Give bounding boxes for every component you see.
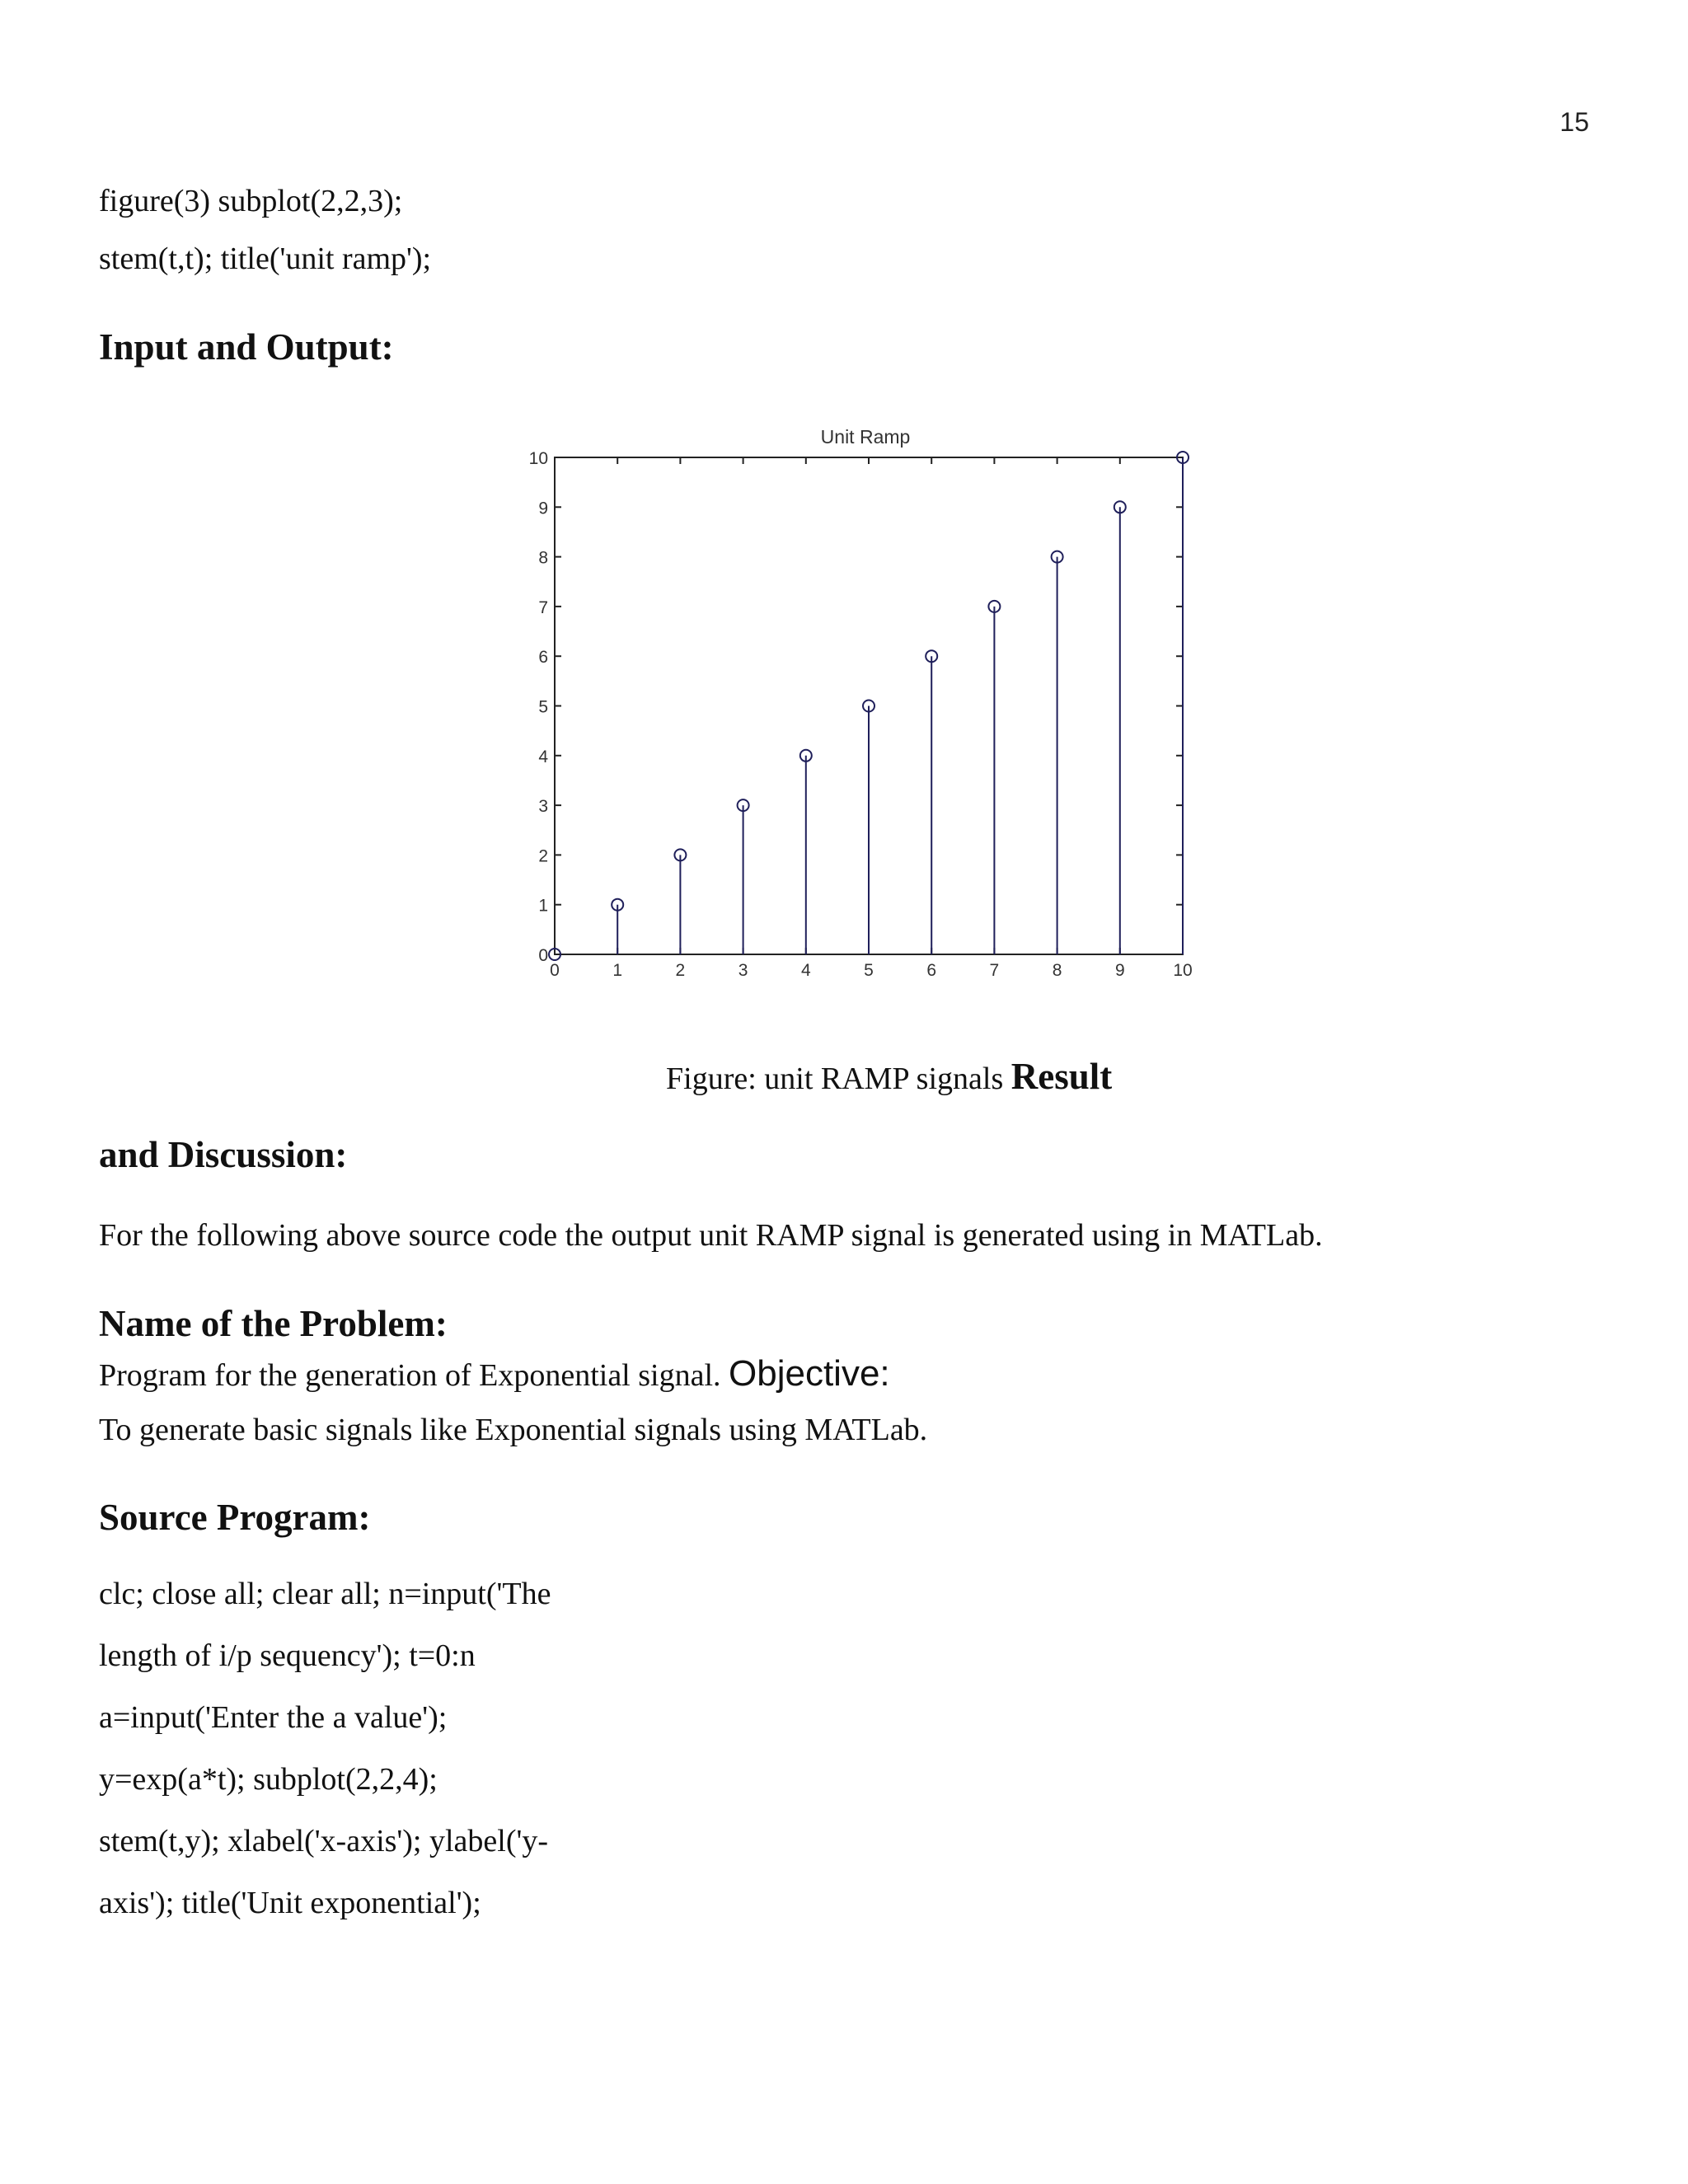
chart-title: Unit Ramp [820, 426, 911, 448]
x-tick-label: 9 [1114, 961, 1125, 980]
x-tick-label: 5 [864, 961, 874, 980]
figure-caption [666, 1055, 1112, 1098]
x-tick-label: 8 [1052, 961, 1062, 980]
page-number: 15 [1559, 107, 1589, 137]
code-line-2: stem(t,t); title('unit ramp'); [99, 241, 432, 276]
y-tick-label: 1 [538, 896, 548, 916]
y-tick-label: 4 [538, 747, 548, 766]
code-line-1: figure(3) subplot(2,2,3); [99, 184, 403, 218]
heading-discussion: and Discussion: [99, 1134, 348, 1175]
x-tick-label: 4 [800, 961, 811, 980]
objective-label: Objective: [729, 1353, 890, 1394]
problem-text: Program for the generation of Exponential signal. [99, 1358, 729, 1393]
heading-source: Source Program: [99, 1497, 371, 1538]
y-tick-label: 6 [538, 648, 548, 668]
x-tick-label: 1 [612, 961, 623, 980]
y-tick-label: 10 [528, 449, 548, 468]
discussion-text: For the following above source code the output unit RAMP signal is generated using in MATLab. [99, 1218, 1323, 1253]
x-tick-label: 10 [1173, 961, 1193, 980]
y-tick-label: 9 [538, 499, 548, 518]
source-code-line: length of i/p sequency'); t=0:n [99, 1638, 476, 1673]
problem-line [99, 1353, 890, 1394]
heading-problem: Name of the Problem: [99, 1303, 448, 1344]
source-code-line: y=exp(a*t); subplot(2,2,4); [99, 1762, 438, 1797]
source-code-line: clc; close all; clear all; n=input('The [99, 1577, 551, 1611]
x-tick-label: 7 [989, 961, 1000, 980]
x-tick-label: 2 [675, 961, 686, 980]
y-tick-label: 5 [538, 697, 548, 717]
y-tick-label: 3 [538, 797, 548, 817]
y-tick-label: 7 [538, 598, 548, 617]
x-tick-label: 3 [738, 961, 748, 980]
y-tick-label: 2 [538, 846, 548, 866]
y-tick-label: 0 [538, 946, 548, 965]
source-code-line: a=input('Enter the a value'); [99, 1700, 448, 1735]
x-tick-label: 6 [926, 961, 937, 980]
y-tick-label: 8 [538, 548, 548, 568]
heading-input-output: Input and Output: [99, 326, 394, 368]
caption-result: Result [1010, 1056, 1113, 1097]
x-tick-label: 0 [550, 961, 560, 980]
source-code-line: stem(t,y); xlabel('x-axis'); ylabel('y- [99, 1824, 548, 1858]
unit-ramp-chart [511, 416, 1203, 993]
objective-text: To generate basic signals like Exponential signals using MATLab. [99, 1413, 928, 1447]
source-code-line: axis'); title('Unit exponential'); [99, 1886, 481, 1920]
caption-text: Figure: unit RAMP signals [666, 1062, 1011, 1096]
